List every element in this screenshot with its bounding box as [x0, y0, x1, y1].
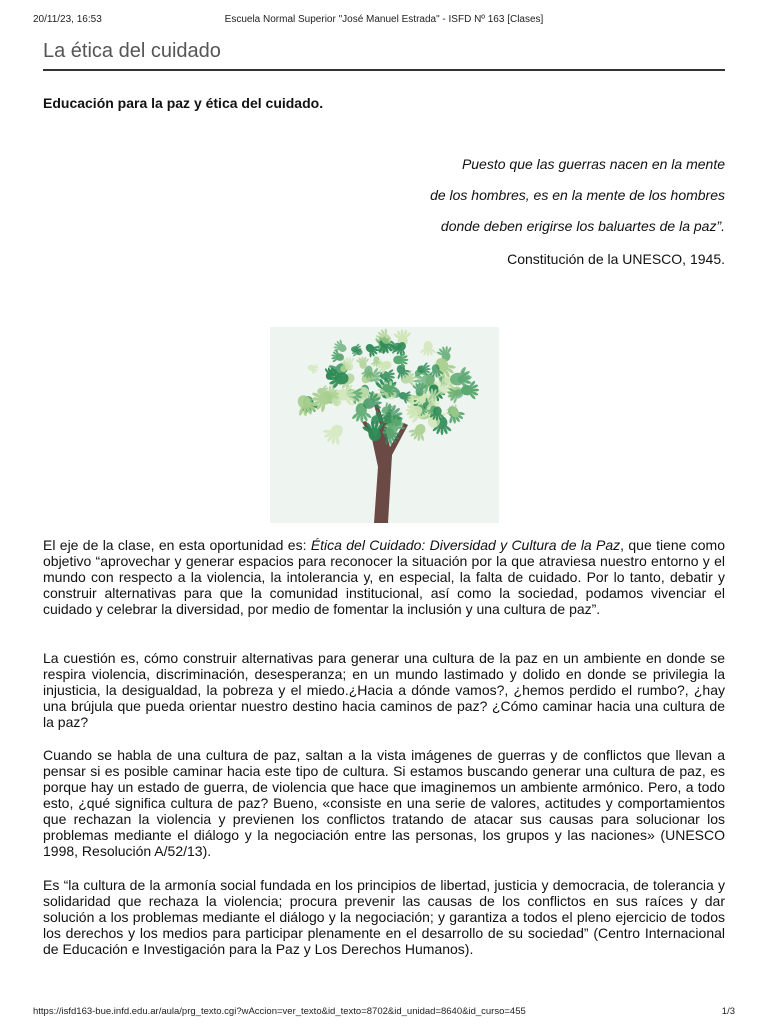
class-axis-title: Ética del Cuidado: Diversidad y Cultura de la Paz — [310, 537, 621, 553]
paragraph-culture-of-peace: Cuando se habla de una cultura de paz, saltan a la vista imágenes de guerras y de conflictos que llevan a pensar si es posible caminar hacia este tipo de cultura. Si estamos buscando generar una cultura de paz, es porque hay un estado de guerra, de violencia que hace que imaginemos un ambiente armónico. Pero, a todo esto, ¿qué significa cultura de paz? Bueno, «consiste en una serie de valores, actitudes y comportamientos que rechazan la violencia y previenen los conflictos tratando de atacar sus causas para solucionar los problemas mediante el diálogo y la negociación entre las personas, los grupos y las naciones» (UNESCO 1998, Resolución A/52/13). — [43, 747, 725, 859]
tree-illustration — [270, 327, 499, 523]
print-datetime: 20/11/23, 16:53 — [33, 14, 102, 25]
paragraph-text: , que tiene como objetivo “aprovechar y generar espacios para reconocer la situación por la que atraviesa nuestro entorno y el mundo con respecto a la violencia, la intolerancia y, en especial, la falta de cuidado. Por lo tanto, debatir y construir alternativas para que la comunidad institucional, así como la sociedad, podamos vivenciar el cuidado y celebrar la diversidad, por medio de fomentar la inclusión y una cultura de paz”. — [43, 537, 726, 617]
hand-leaf — [319, 419, 349, 449]
tree-of-hands-image — [270, 327, 499, 523]
epigraph-line: Puesto que las guerras nacen en la mente — [461, 156, 725, 172]
section-subtitle: Educación para la paz y ética del cuidado. — [43, 95, 324, 111]
hand-leaf — [306, 361, 320, 376]
epigraph-quote — [430, 155, 725, 268]
paragraph-text: El eje de la clase, en esta oportunidad es: — [43, 537, 311, 553]
page-title: La ética del cuidado — [43, 40, 725, 71]
paragraph-class-axis — [43, 537, 725, 617]
epigraph-line: de los hombres, es en la mente de los hombres — [430, 187, 725, 203]
hand-leaf — [420, 341, 437, 356]
epigraph-source: Constitución de la UNESCO, 1945. — [507, 251, 725, 267]
paragraph-definition: Es “la cultura de la armonía social fundada en los principios de libertad, justicia y democracia, de tolerancia y solidaridad que rechaza la violencia; procura prevenir las causas de los conflictos en sus raíces y dar solución a los problemas mediante el diálogo y la negociación; y garantiza a todos el pleno ejercicio de todos los derechos y los medios para participar plenamente en el desarrollo de su sociedad” (Centro Internacional de Educación e Investigación para la Paz y Los Derechos Humanos). — [43, 877, 725, 957]
print-page-title: Escuela Normal Superior "José Manuel Estrada" - ISFD Nº 163 [Clases] — [224, 14, 544, 25]
page-number: 1/3 — [721, 1006, 735, 1017]
paragraph-question: La cuestión es, cómo construir alternativas para generar una cultura de la paz en un ambiente en donde se respira violencia, discriminación, desesperanza; en un mundo lastimado y dolido en donde se privilegia la injusticia, la desigualdad, la pobreza y el miedo.¿Hacia a dónde vamos?, ¿hemos perdido el rumbo?, ¿hay una brújula que pueda orientar nuestro destino hacia caminos de paz? ¿Cómo caminar hacia una cultura de la paz? — [43, 650, 725, 730]
hand-leaf — [406, 420, 431, 445]
print-url: https://isfd163-bue.infd.edu.ar/aula/prg_texto.cgi?wAccion=ver_texto&id_texto=8702&id_unidad=8640&id_curso=455 — [33, 1006, 526, 1017]
epigraph-line: donde deben erigirse los baluartes de la paz”. — [440, 218, 725, 234]
